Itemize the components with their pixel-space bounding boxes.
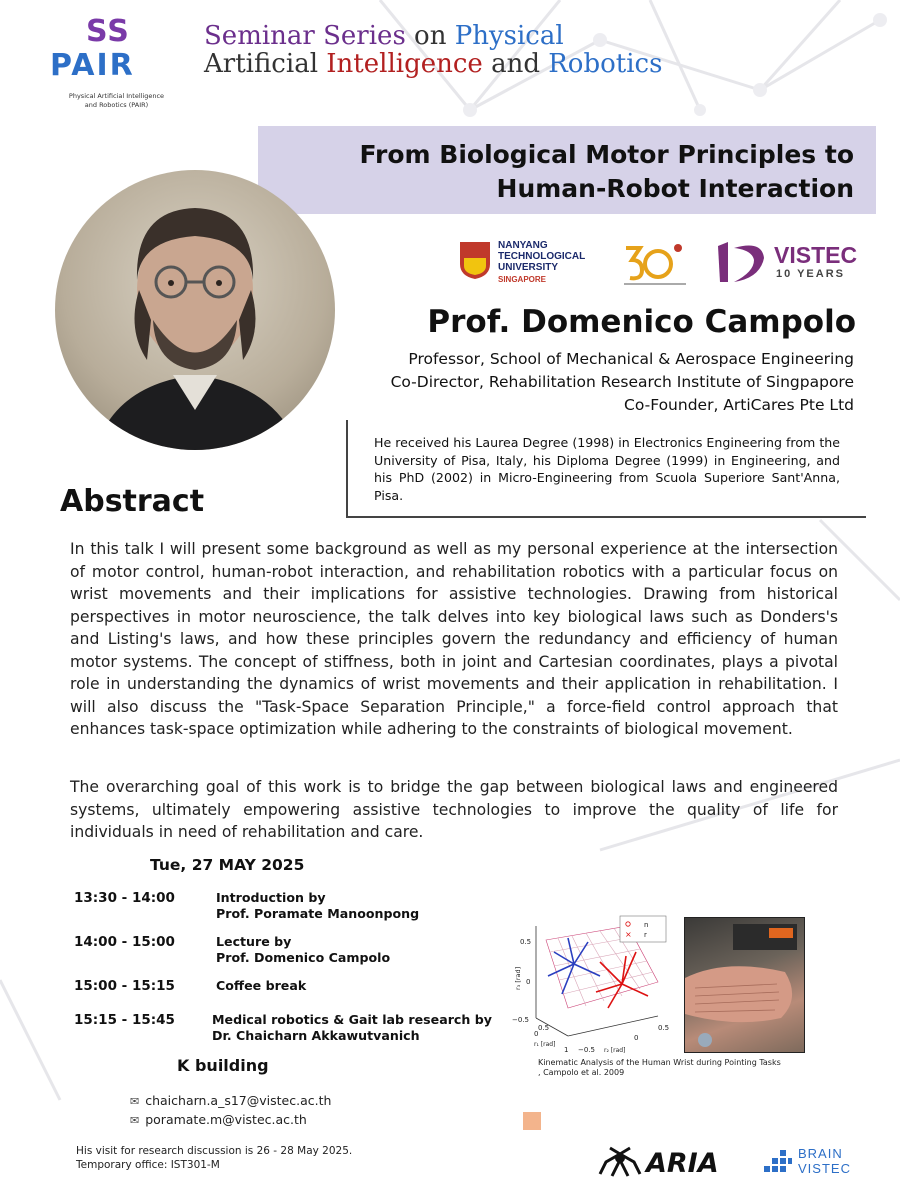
brain-line1: BRAIN	[798, 1146, 843, 1161]
speaker-role-3: Co-Founder, ArtiCares Pte Ltd	[624, 396, 854, 414]
plot-xtick-f: 0.5	[658, 1024, 670, 1032]
schedule-desc-line1: Lecture by	[216, 934, 292, 949]
ntu-logo	[458, 240, 598, 286]
series-word-on: on	[414, 21, 447, 51]
schedule-description	[216, 934, 514, 966]
plot-xtick-d: −0.5	[578, 1046, 595, 1054]
schedule-desc-line1: Medical robotics & Gait lab research by	[212, 1012, 492, 1027]
bio-box-border-left	[346, 420, 348, 518]
plot-ylabel: r₃ [rad]	[514, 966, 522, 990]
plot-xlabel-left: r₁ [rad]	[534, 1041, 556, 1048]
schedule-row	[74, 978, 514, 1000]
schedule-desc-line1: Coffee break	[216, 978, 307, 993]
wrist-kinematics-plot	[508, 912, 673, 1062]
schedule	[74, 890, 514, 1056]
series-word-intelligence: Intelligence	[326, 49, 483, 79]
schedule-description	[216, 890, 514, 922]
series-title-line1	[204, 22, 662, 50]
schedule-desc-line2: Prof. Domenico Campolo	[216, 950, 391, 965]
decorative-square	[523, 1112, 541, 1130]
schedule-desc-line2: Dr. Chaicharn Akkawutvanich	[212, 1028, 420, 1043]
speaker-role-2: Co-Director, Rehabilitation Research Institute of Singpapore	[390, 373, 854, 391]
ntu-crest-icon	[458, 240, 492, 280]
talk-title-line2: Human-Robot Interaction	[496, 174, 854, 203]
vistec-word: VISTEC	[774, 242, 858, 268]
vistec-years: 10 YEARS	[776, 268, 845, 280]
plot-legend-label-2: r	[644, 931, 647, 939]
visit-note-line1: His visit for research discussion is 26 - 28 May 2025.	[76, 1145, 353, 1157]
logo-caption-line1: Physical Artificial Intelligence	[68, 92, 165, 100]
series-word-physical: Physical	[454, 21, 564, 51]
ntu-line2: TECHNOLOGICAL	[498, 251, 586, 262]
series-word-series: Series	[323, 21, 406, 51]
schedule-desc-line2: Prof. Poramate Manoonpong	[216, 906, 420, 921]
brain-grid-icon	[762, 1144, 794, 1180]
plot-blue-trajectories	[548, 938, 600, 994]
plot-ytick-mid: 0	[526, 978, 531, 986]
plot-xtick-b: 0	[534, 1030, 539, 1038]
schedule-description	[216, 978, 514, 994]
visit-note-line2: Temporary office: IST301-M	[76, 1159, 220, 1171]
series-word-robotics: Robotics	[548, 49, 663, 79]
plot-red-trajectories	[596, 952, 648, 1008]
brain-vistec-logo	[762, 1144, 876, 1184]
abstract-heading: Abstract	[60, 484, 205, 519]
wrist-device-illustration	[685, 918, 806, 1054]
bio-box	[346, 420, 866, 520]
speaker-roles	[391, 348, 854, 417]
speaker-portrait	[55, 170, 335, 450]
vistec-emblem-icon	[714, 238, 770, 286]
schedule-time: 15:15 - 15:45	[74, 1012, 175, 1028]
logo-ss-text: SS	[86, 14, 130, 49]
bio-box-border-bottom	[346, 516, 866, 518]
vistec-10-years-logo	[714, 238, 864, 286]
plot-xtick-e: 0	[634, 1034, 639, 1042]
plot-xlabel-right: r₂ [rad]	[604, 1047, 626, 1054]
brain-word	[798, 1146, 851, 1176]
plot-ytick-top: 0.5	[520, 938, 532, 946]
wrist-device-photo	[684, 917, 805, 1053]
ntu-line1: NANYANG	[498, 240, 548, 251]
contacts	[130, 1092, 331, 1130]
schedule-time: 15:00 - 15:15	[74, 978, 175, 994]
event-date: Tue, 27 MAY 2025	[150, 856, 305, 874]
plot-xtick-c: 1	[564, 1046, 569, 1054]
series-word-and: and	[491, 49, 540, 79]
speaker-role-1: Professor, School of Mechanical & Aerospace Engineering	[408, 350, 854, 368]
event-location: K building	[177, 1056, 269, 1075]
logo-pair-text: PAIR	[50, 48, 135, 83]
visit-note	[76, 1144, 352, 1172]
contact-row	[130, 1092, 331, 1111]
contact-email-2[interactable]: poramate.m@vistec.ac.th	[145, 1112, 307, 1127]
plot-legend-label-1: n	[644, 921, 649, 929]
plot-ytick-bot: −0.5	[512, 1016, 529, 1024]
schedule-row	[74, 1012, 514, 1044]
envelope-icon: ✉	[130, 1095, 140, 1108]
contact-row	[130, 1111, 331, 1130]
schedule-description	[212, 1012, 514, 1044]
portrait-illustration	[55, 170, 335, 450]
talk-title-line1: From Biological Motor Principles to	[359, 140, 854, 169]
schedule-row	[74, 934, 514, 966]
envelope-icon: ✉	[130, 1114, 140, 1127]
series-title	[204, 22, 662, 78]
talk-title	[254, 138, 854, 206]
figure-caption-line2: , Campolo et al. 2009	[538, 1068, 625, 1077]
plot-xtick-a: 0.5	[538, 1024, 550, 1032]
anniversary-emblem-icon	[620, 238, 690, 288]
ntu-name	[498, 240, 585, 273]
brain-line2: VISTEC	[798, 1161, 851, 1176]
schedule-time: 14:00 - 15:00	[74, 934, 175, 950]
figure-caption	[538, 1058, 781, 1078]
ss-pair-logo	[44, 10, 179, 120]
series-title-line2	[204, 50, 662, 78]
series-word-artificial: Artificial	[204, 49, 319, 79]
series-word-seminar: Seminar	[204, 21, 315, 51]
aria-word: ARIA	[646, 1148, 719, 1179]
plot-legend-marker-2: ×	[625, 930, 632, 939]
speaker-bio: He received his Laurea Degree (1998) in Electronics Engineering from the University of Pisa, Italy, his Diploma Degree (1999) in Engineering, and his PhD (2002) in Micro-Engineering from Scuola Superiore Sant'Anna, Pisa.	[374, 435, 840, 503]
anniversary-logo	[620, 238, 690, 288]
aria-logo	[598, 1146, 744, 1182]
contact-email-1[interactable]: chaicharn.a_s17@vistec.ac.th	[145, 1093, 332, 1108]
figure-caption-line1: Kinematic Analysis of the Human Wrist during Pointing Tasks	[538, 1058, 781, 1067]
logo-caption	[54, 92, 179, 110]
ntu-singapore: SINGAPORE	[498, 275, 547, 284]
schedule-desc-line1: Introduction by	[216, 890, 326, 905]
aria-robot-icon	[598, 1146, 642, 1180]
logo-caption-line2: and Robotics (PAIR)	[84, 101, 149, 109]
abstract-paragraph-1: In this talk I will present some background as well as my personal experience at the intersection of motor control, human-robot interaction, and rehabilitation robotics with a particular focus on wrist movements and their implications for assistive technologies. Drawing from historical perspectives in motor neuroscience, the talk delves into key biological laws such as Donders's and Listing's laws, and how these principles govern the redundancy and efficiency of human motor systems. The concept of stiffness, both in joint and Cartesian coordinates, plays a pivotal role in understanding the dynamics of wrist movements and their application in rehabilitation. I will also discuss the "Task-Space Separation Principle," a force-field control approach that enhances task-space optimization while adhering to the constraints of biological movement.	[70, 540, 838, 738]
schedule-time: 13:30 - 14:00	[74, 890, 175, 906]
schedule-row	[74, 890, 514, 922]
abstract-paragraph-2: The overarching goal of this work is to bridge the gap between biological laws and engineered systems, ultimately empowering assistive technologies to improve the quality of life for individuals in need of rehabilitation and care.	[70, 778, 838, 841]
speaker-name: Prof. Domenico Campolo	[427, 304, 856, 340]
ntu-line3: UNIVERSITY	[498, 262, 559, 273]
